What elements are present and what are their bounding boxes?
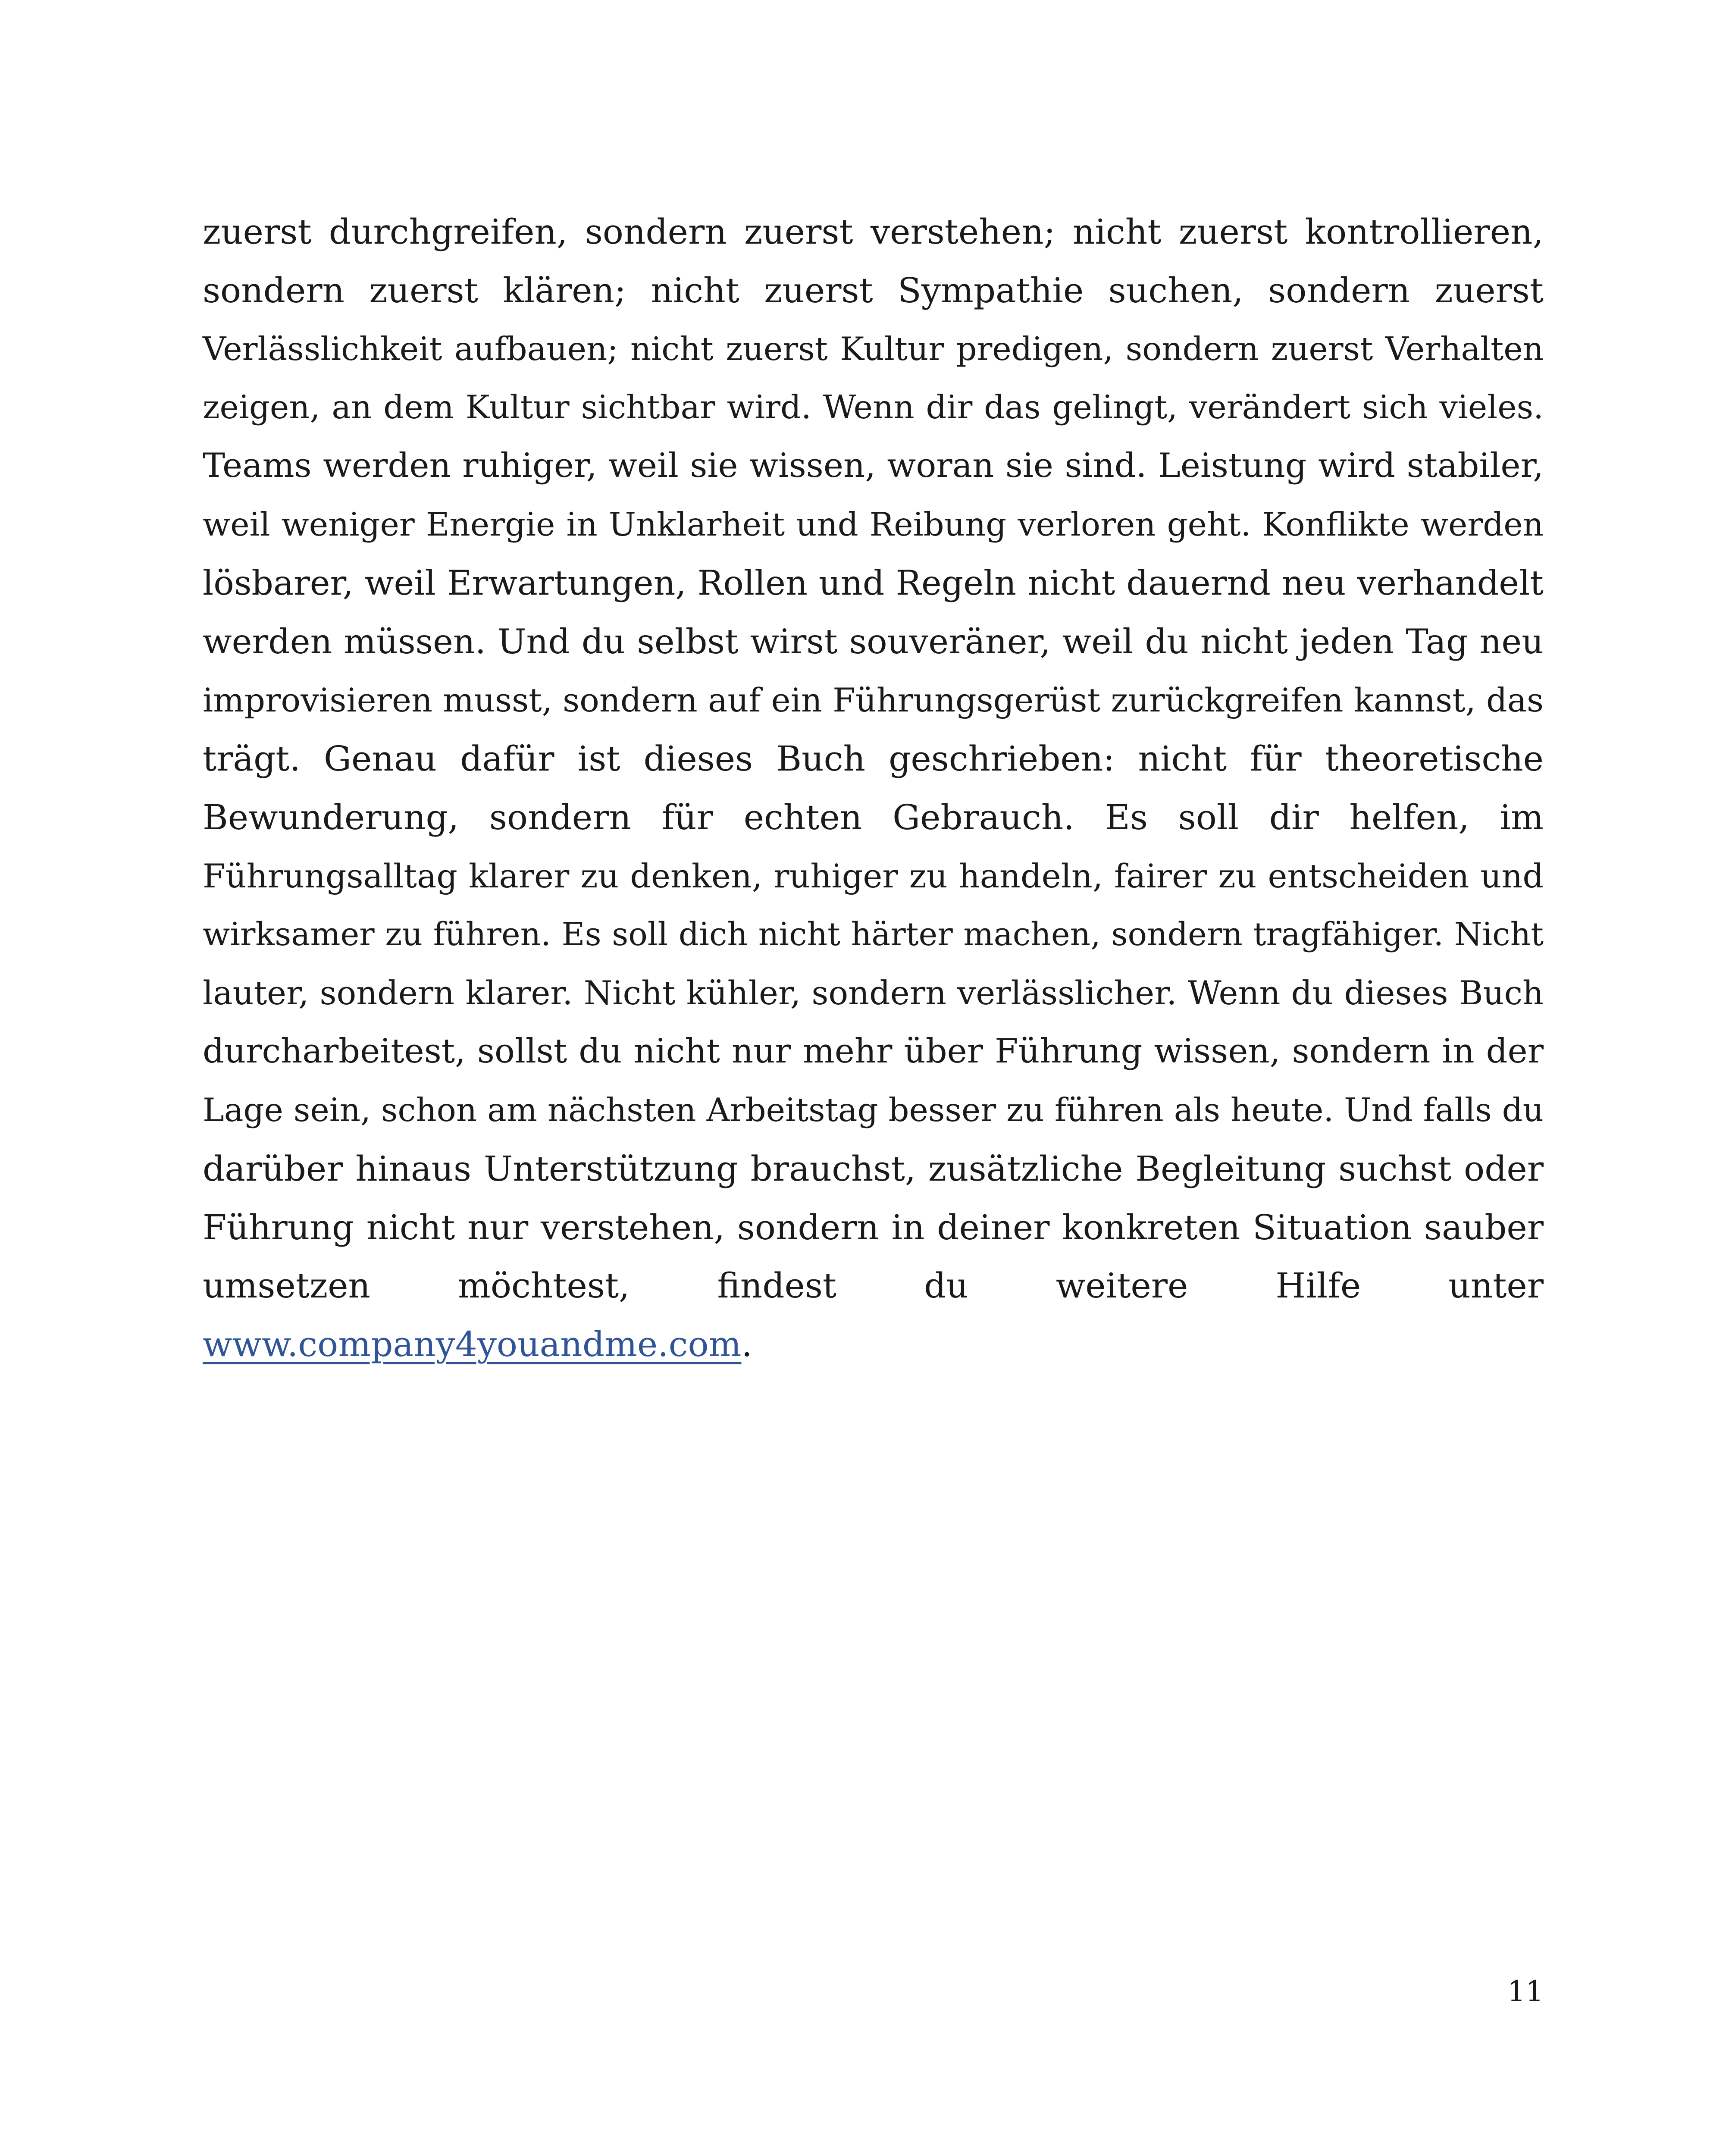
text-line: zeigen, an dem Kultur sichtbar wird. Wenn dir das gelingt, verändert sich vieles. (203, 388, 1544, 426)
text-line: Führung nicht nur verstehen, sondern in deiner konkreten Situation sauber (203, 1207, 1544, 1247)
text-line: Lage sein, schon am nächsten Arbeitstag besser zu führen als heute. Und falls du (203, 1091, 1544, 1129)
text-line: Führungsalltag klarer zu denken, ruhiger zu handeln, fairer zu entscheiden und (203, 856, 1544, 895)
text-line: durcharbeitest, sollst du nicht nur mehr über Führung wissen, sondern in der (203, 1032, 1544, 1071)
text-line: zuerst durchgreifen, sondern zuerst verstehen; nicht zuerst kontrollieren, (203, 212, 1544, 252)
text-line: Bewunderung, sondern für echten Gebrauch. Es soll dir helfen, im (203, 797, 1544, 837)
text-line: wirksamer zu führen. Es soll dich nicht härter machen, sondern tragfähiger. Nicht (203, 915, 1544, 953)
link-period: . (741, 1324, 752, 1365)
text-line: lauter, sondern klarer. Nicht kühler, sondern verlässlicher. Wenn du dieses Buch (203, 974, 1544, 1012)
link-line (203, 1315, 1544, 1374)
text-line: Teams werden ruhiger, weil sie wissen, woran sie sind. Leistung wird stabiler, (203, 446, 1544, 486)
text-line: sondern zuerst klären; nicht zuerst Sympathie suchen, sondern zuerst (203, 270, 1544, 310)
text-line: Verlässlichkeit aufbauen; nicht zuerst Kultur predigen, sondern zuerst Verhalten (203, 329, 1544, 368)
text-line: werden müssen. Und du selbst wirst souveräner, weil du nicht jeden Tag neu (203, 621, 1544, 661)
text-line: darüber hinaus Unterstützung brauchst, zusätzliche Begleitung suchst oder (203, 1148, 1544, 1189)
text-line: improvisieren musst, sondern auf ein Führungsgerüst zurückgreifen kannst, das (203, 681, 1544, 720)
body-text (203, 203, 1544, 1374)
text-line: trägt. Genau dafür ist dieses Buch geschrieben: nicht für theoretische (203, 739, 1544, 779)
text-line: umsetzen möchtest, findest du weitere Hilfe unter (203, 1266, 1544, 1306)
page-number: 11 (1507, 1975, 1544, 2008)
website-link[interactable]: www.company4youandme.com (203, 1324, 742, 1365)
text-line: weil weniger Energie in Unklarheit und Reibung verloren geht. Konflikte werden (203, 505, 1544, 543)
text-line: lösbarer, weil Erwartungen, Rollen und Regeln nicht dauernd neu verhandelt (203, 563, 1544, 603)
